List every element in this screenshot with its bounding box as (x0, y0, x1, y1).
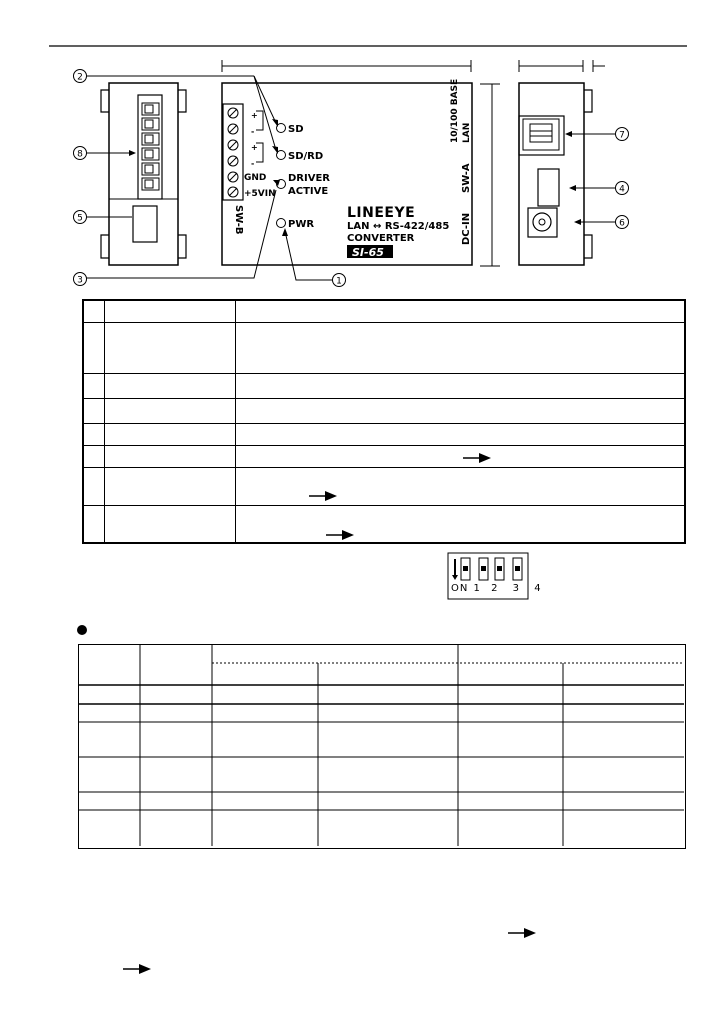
terminal-plus-1: + (251, 111, 258, 120)
product-line-1: LAN ↔ RS-422/485 (347, 221, 450, 232)
led-sd-label: SD (288, 124, 304, 135)
callout-8-number: 8 (77, 149, 83, 160)
led-pwr-label: PWR (288, 219, 315, 230)
right-arrow-icon (508, 927, 536, 939)
led-driver-label: DRIVER (288, 173, 330, 184)
product-line-2: CONVERTER (347, 233, 415, 244)
sw-a-label: SW-A (461, 163, 472, 193)
callout-5-number: 5 (77, 213, 83, 224)
terminal-gnd-label: GND (244, 173, 267, 183)
lan-label: LAN (462, 122, 472, 143)
dip-number-2: 2 (491, 583, 499, 594)
terminal-plus-2: + (251, 143, 258, 152)
callout-6-number: 6 (619, 218, 625, 229)
right-arrow-icon (123, 963, 151, 975)
terminal-5vin-label: +5VIN (244, 189, 276, 199)
brand-logo: LINEEYE (347, 205, 416, 221)
led-active-label: ACTIVE (288, 186, 329, 197)
callout-1-number: 1 (336, 276, 342, 287)
dip-on-label: ON (451, 583, 469, 594)
model-name: SI-65 (352, 246, 384, 259)
dip-number-1: 1 (473, 583, 481, 594)
led-sd-rd-label: SD/RD (288, 151, 324, 162)
sw-b-label: SW-B (233, 205, 244, 235)
callout-7-number: 7 (619, 130, 625, 141)
dip-number-3: 3 (512, 583, 521, 594)
callout-4-number: 4 (619, 184, 625, 195)
callout-3-number: 3 (77, 275, 83, 286)
dip-number-4: 4 (534, 583, 542, 594)
terminal-minus-2: - (251, 159, 255, 168)
terminal-minus-1: - (251, 127, 255, 136)
lan-spec-label: 10/100 BASE (450, 78, 460, 143)
dc-in-label: DC-IN (461, 212, 472, 245)
callout-2-number: 2 (77, 72, 83, 83)
